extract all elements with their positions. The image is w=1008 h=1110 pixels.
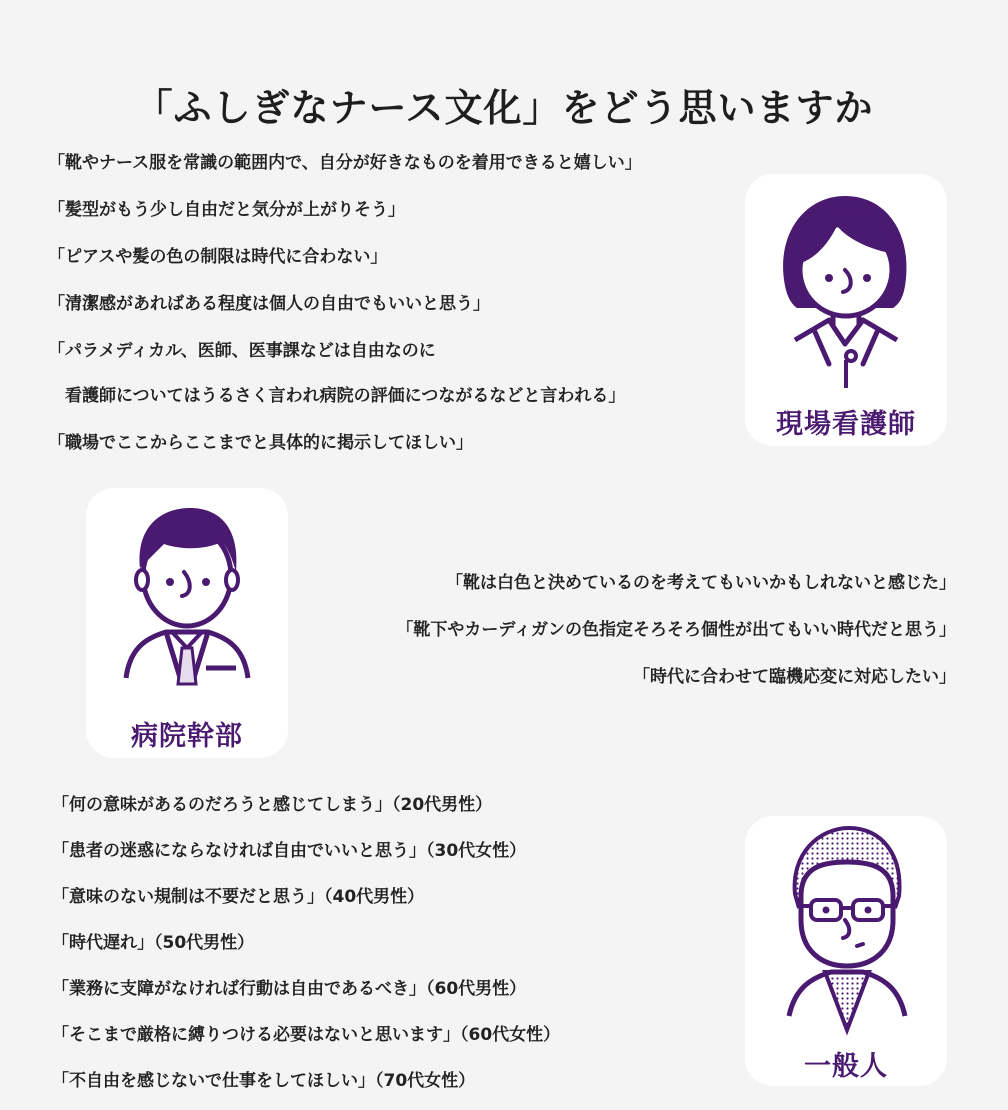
public-quote: 「意味のない規制は不要だと思う」（40代男性） (52, 887, 425, 907)
public-quote: 「何の意味があるのだろうと感じてしまう」（20代男性） (52, 795, 493, 815)
nurse-quote: 「靴やナース服を常識の範囲内で、自分が好きなものを着用できると嬉しい」 (48, 153, 642, 173)
nurse-quote: 「パラメディカル、医師、医事課などは自由なのに (48, 341, 436, 361)
citizen-avatar-icon (745, 816, 947, 1046)
public-quote: 「時代遅れ」（50代男性） (52, 933, 255, 953)
executive-quote: 「靴下やカーディガンの色指定そろそろ個性が出てもいい時代だと思う」 (396, 620, 956, 640)
executive-avatar-icon (86, 488, 288, 718)
public-quote: 「業務に支障がなければ行動は自由であるべき」（60代男性） (52, 979, 527, 999)
nurse-quote: 「髪型がもう少し自由だと気分が上がりそう」 (48, 200, 405, 220)
executive-label: 病院幹部 (131, 721, 243, 752)
nurse-quote: 看護師についてはうるさく言われ病院の評価につながるなどと言われる」 (48, 386, 626, 406)
executive-quote: 「靴は白色と決めているのを考えてもいいかもしれないと感じた」 (446, 573, 956, 593)
public-quote: 「そこまで厳格に縛りつける必要はないと思います」（60代女性） (52, 1025, 561, 1045)
citizen-card (745, 816, 947, 1086)
public-quote: 「患者の迷惑にならなければ自由でいいと思う」（30代女性） (52, 841, 527, 861)
nurse-label: 現場看護師 (776, 409, 916, 440)
citizen-label: 一般人 (804, 1051, 888, 1082)
page-title: 「ふしぎなナース文化」をどう思いますか (134, 86, 874, 131)
nurse-quote: 「清潔感があればある程度は個人の自由でもいいと思う」 (48, 294, 490, 314)
nurse-card (745, 174, 947, 446)
executive-quote: 「時代に合わせて臨機応変に対応したい」 (633, 667, 956, 687)
executive-card (86, 488, 288, 758)
nurse-avatar-icon (745, 174, 947, 404)
nurse-quote: 「職場でここからここまでと具体的に掲示してほしい」 (48, 433, 473, 453)
public-quote: 「不自由を感じないで仕事をしてほしい」（70代女性） (52, 1071, 476, 1091)
nurse-quote: 「ピアスや髪の色の制限は時代に合わない」 (48, 247, 388, 267)
